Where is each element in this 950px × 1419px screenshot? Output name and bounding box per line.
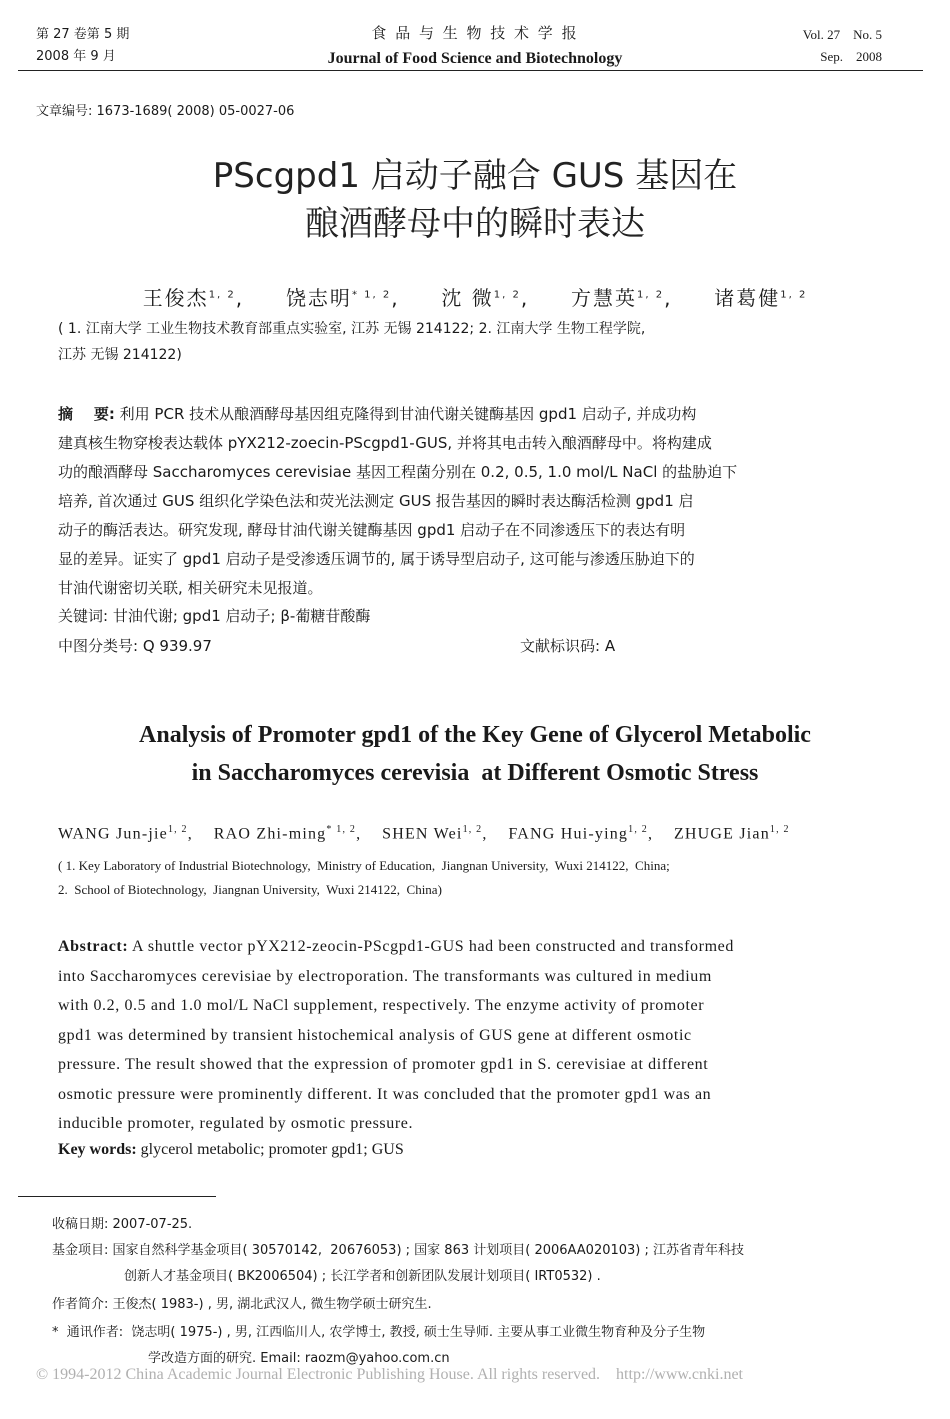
received-date: 收稿日期: 2007-07-25. — [52, 1217, 193, 1232]
author-affiliation-mark: 1, 2 — [780, 289, 808, 301]
journal-name-en: Journal of Food Science and Biotechnology — [327, 50, 623, 67]
abstract-cn-line: 建真核生物穿梭表达载体 pYX212-zoecin-PScgpd1-GUS, 并将其电击转入酿酒酵母中。将构建成 — [58, 434, 712, 452]
abstract-en-line: gpd1 was determined by transient histochemical analysis of GUS gene at different osmotic — [58, 1026, 692, 1044]
author-affiliation-mark: 1, 2 — [462, 824, 483, 835]
author-cn: 王俊杰 — [142, 286, 209, 310]
affiliation-en-line2: 2. School of Biotechnology, Jiangnan University, Wuxi 214122, China) — [58, 882, 442, 897]
keywords-cn-text: 甘油代谢; gpd1 启动子; β-葡糖苷酸酶 — [108, 607, 371, 625]
abstract-en-line: inducible promoter, regulated by osmotic pressure. — [58, 1115, 414, 1132]
clc-number — [58, 634, 212, 658]
header-rule — [18, 70, 923, 71]
journal-name-cn: 食 品 与 生 物 技 术 学 报 — [371, 24, 579, 42]
abstract-en-line: with 0.2, 0.5 and 1.0 mol/L NaCl supplement, respectively. The enzyme activity of promoter — [58, 997, 705, 1014]
doc-code-label: 文献标识码: — [520, 637, 601, 655]
authors-cn: 王俊杰$^{1, 2}$, 饶志明$^{* 1, 2}$, 沈 微$^{1, 2}$, 方慧英$^{1, 2}$, 诸葛健$^{1, 2}$ — [142, 286, 808, 310]
title-cn-line2: 酿酒酵母中的瞬时表达 — [305, 204, 645, 244]
keywords-cn — [58, 604, 370, 628]
abstract-cn-line: 甘油代谢密切关联, 相关研究未见报道。 — [58, 579, 323, 597]
keywords-cn-label: 关键词: — [58, 607, 109, 625]
title-cn-line1: PScgpd1 启动子融合 GUS 基因在 — [212, 156, 738, 196]
volume-issue-en: Vol. 27 No. 5 — [802, 27, 882, 42]
affiliation-cn-line2: 江苏 无锡 214122) — [58, 347, 182, 363]
author-en: SHEN Wei — [382, 825, 463, 843]
authors-en: WANG Jun-jie$^{1, 2}$, RAO Zhi-ming$^{* 1, 2}$, SHEN Wei$^{1, 2}$, FANG Hui-ying$^{1, 2}$, ZHUGE Jian$^{1, 2}$ — [58, 824, 790, 843]
corresponding-author-line2: 学改造方面的研究. Email: raozm@yahoo.com.cn — [148, 1351, 450, 1366]
author-affiliation-mark: * 1, 2 — [351, 289, 392, 301]
keywords-en-label: Key words: — [58, 1141, 137, 1158]
author-affiliation-mark: 1, 2 — [167, 824, 188, 835]
author-en: WANG Jun-jie — [58, 825, 168, 843]
abstract-cn-line: 显的差异。证实了 gpd1 启动子是受渗透压调节的, 属于诱导型启动子, 这可能与渗透压胁迫下的 — [58, 550, 695, 568]
author-cn: 沈 微 — [441, 286, 494, 310]
author-affiliation-mark: 1, 2 — [208, 289, 236, 301]
author-en: RAO Zhi-ming — [213, 825, 327, 843]
abstract-en-label: Abstract: — [58, 938, 129, 955]
author-affiliation-mark: 1, 2 — [636, 289, 665, 301]
issue-date-en: Sep. 2008 — [820, 49, 882, 64]
abstract-en-line: into Saccharomyces cerevisiae by electroporation. The transformants was cultured in medium — [58, 967, 712, 985]
title-en-line1: Analysis of Promoter gpd1 of the Key Gene of Glycerol Metabolic — [139, 722, 811, 748]
author-affiliation-mark: 1, 2 — [628, 824, 648, 835]
author-bio: 作者简介: 王俊杰( 1983-) , 男, 湖北武汉人, 微生物学硕士研究生. — [52, 1297, 432, 1312]
author-affiliation-mark: 1, 2 — [769, 824, 790, 835]
abstract-cn — [58, 400, 866, 603]
article-number: 文章编号: 1673-1689( 2008) 05-0027-06 — [36, 104, 295, 119]
abstract-en-line: pressure. The result showed that the expression of promoter gpd1 in S. cerevisiae at different — [58, 1056, 709, 1073]
author-cn: 方慧英 — [570, 286, 637, 310]
abstract-en — [58, 932, 866, 1139]
corresponding-author-line1: * 通讯作者: 饶志明( 1975-) , 男, 江西临川人, 农学博士, 教授, 硕士生导师. 主要从事工业微生物育种及分子生物 — [52, 1325, 706, 1340]
affiliation-cn-line1: ( 1. 江南大学 工业生物技术教育部重点实验室, 江苏 无锡 214122; 2. 江南大学 生物工程学院, — [58, 321, 646, 337]
abstract-en-line: A shuttle vector pYX212-zeocin-PScgpd1-GUS had been constructed and transformed — [128, 938, 734, 955]
author-en: FANG Hui-ying — [508, 825, 629, 843]
keywords-en — [58, 1138, 404, 1162]
author-affiliation-mark: * 1, 2 — [326, 824, 357, 835]
clc-value: Q 939.97 — [138, 637, 212, 655]
abstract-en-line: osmotic pressure were prominently different. It was concluded that the promoter gpd1 was an — [58, 1085, 712, 1103]
copyright-notice: © 1994-2012 China Academic Journal Electronic Publishing House. All rights reserved. http://www.cnki.net — [36, 1366, 743, 1383]
doc-code — [520, 634, 615, 658]
fund-line2: 创新人才基金项目( BK2006504) ; 长江学者和创新团队发展计划项目( IRT0532) . — [124, 1269, 601, 1284]
abstract-cn-line: 利用 PCR 技术从酿酒酵母基因组克隆得到甘油代谢关键酶基因 gpd1 启动子, 并成功构 — [114, 405, 697, 423]
author-en: ZHUGE Jian — [673, 825, 770, 843]
author-cn: 饶志明 — [285, 286, 352, 310]
volume-issue: 第 27 卷第 5 期 — [36, 27, 130, 42]
abstract-cn-line: 培养, 首次通过 GUS 组织化学染色法和荧光法测定 GUS 报告基因的瞬时表达酶活检测 gpd1 启 — [58, 492, 694, 510]
abstract-cn-label: 摘 要: — [58, 405, 115, 423]
doc-code-value: A — [600, 637, 616, 655]
fund-line1: 基金项目: 国家自然科学基金项目( 30570142, 20676053) ; 国家 863 计划项目( 2006AA020103) ; 江苏省青年科技 — [52, 1243, 745, 1258]
abstract-cn-line: 功的酿酒酵母 Saccharomyces cerevisiae 基因工程菌分别在 0.2, 0.5, 1.0 mol/L NaCl 的盐胁迫下 — [58, 463, 738, 481]
abstract-cn-line: 动子的酶活表达。研究发现, 酵母甘油代谢关键酶基因 gpd1 启动子在不同渗透压下的表达有明 — [58, 521, 686, 539]
affiliation-en-line1: ( 1. Key Laboratory of Industrial Biotechnology, Ministry of Education, Jiangnan University, Wuxi 214122, China; — [58, 858, 670, 873]
title-en-line2: in Saccharomyces cerevisia at Different Osmotic Stress — [191, 760, 759, 786]
author-cn: 诸葛健 — [714, 286, 781, 310]
footnote-rule — [18, 1196, 216, 1197]
issue-date: 2008 年 9 月 — [36, 49, 116, 64]
author-affiliation-mark: 1, 2 — [493, 289, 521, 301]
clc-label: 中图分类号: — [58, 637, 139, 655]
keywords-en-text: glycerol metabolic; promoter gpd1; GUS — [136, 1141, 404, 1158]
